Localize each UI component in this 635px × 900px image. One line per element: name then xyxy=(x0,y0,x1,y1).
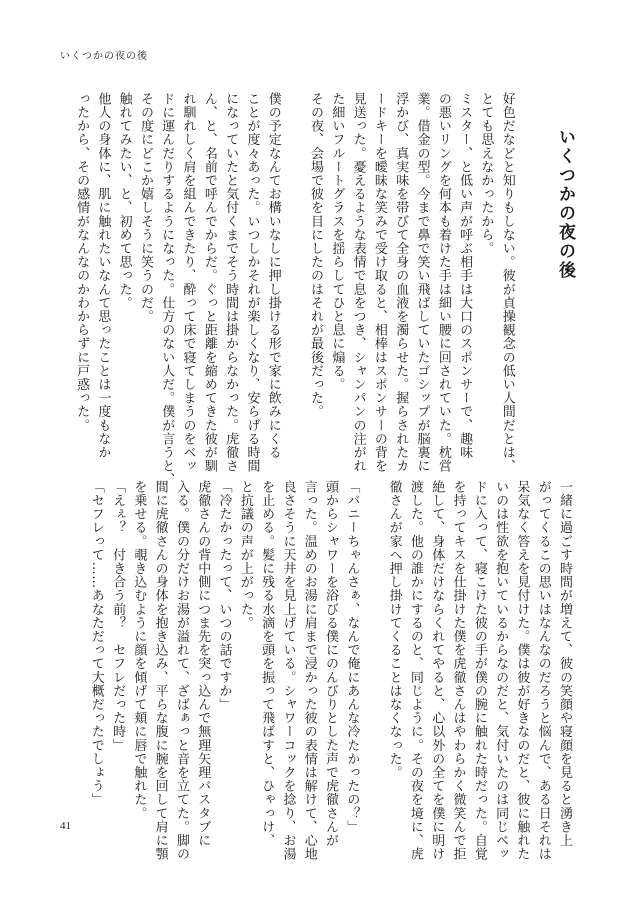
text-line: 虎徹さんの背中側につま先を突っ込んで無理矢理バスタブに xyxy=(195,480,211,848)
text-line: ードキーを曖昧な笑みで受け取ると、相棒はスポンサーの背を xyxy=(371,92,387,473)
text-line: ドに運んだりするようになった。仕方のない人だ。僕が言うと、 xyxy=(159,92,175,487)
text-line: その夜、会場で彼を目にしたのはそれが最後だった。 xyxy=(308,92,324,419)
text-line: いのは性欲を抱いているからなのだと、気付いたのは同じベッ xyxy=(493,480,509,861)
text-line: になっていたと気付くまでそう時間は掛からなかった。虎徹さ xyxy=(223,92,239,473)
page-number: 41 xyxy=(60,820,71,832)
text-line: 言った。温めのお湯に肩まで浸かった彼の表情は解けて、心地 xyxy=(301,480,317,861)
text-line: 入る。僕の分だけお湯が溢れて、ざばぁっと音を立てた。脚の xyxy=(173,480,189,861)
text-line: ことが度々あった。いつしかそれが楽しくなり、安らげる時間 xyxy=(244,92,260,473)
text-line: ミスター、と低い声が呼ぶ相手は大口のスポンサーで、趣味 xyxy=(457,92,473,460)
text-line: 良さそうに天井を見上げている。シャワーコックを捻り、お湯 xyxy=(280,480,296,861)
text-line: 僕の予定なんてお構いなしに押し掛ける形で家に飲みにくる xyxy=(265,92,281,460)
text-line: れ馴れしく肩を組んできたり、酔って床で寝てしまうのをベッ xyxy=(180,92,196,473)
text-line: 一緒に過ごす時間が増えて、彼の笑顔や寝顔を見ると湧き上 xyxy=(557,480,572,848)
text-line: 浮かび、真実味を帯びて全身の血液を濁らせた。握らされたカ xyxy=(393,92,409,473)
chapter-title: いくつかの夜の後 xyxy=(555,128,575,280)
text-line: 渡した。他の誰かにするのと、同じように。その夜を境に、虎 xyxy=(407,480,423,861)
text-line: 触れてみたい、と、初めて思った。 xyxy=(116,92,132,310)
text-line: がってくるこの思いはなんなのだろうと悩んで、ある日それは xyxy=(535,480,551,861)
text-line: た細いフルートグラスを揺らしてひと息に煽る。 xyxy=(329,92,345,392)
lower-text-block xyxy=(60,480,575,860)
text-line: の悪いリングを何本も着けた手は細い腰に回されていた。枕営 xyxy=(435,92,451,473)
text-line: 絶して、身体だけならくれてやると、心以外の全てを僕に明け xyxy=(429,480,445,861)
text-line: とても思えなかったから。 xyxy=(478,92,494,256)
text-line: 呆気なく答えを見付けた。僕は彼が好きなのだと、彼に触れた xyxy=(514,480,530,861)
text-line: 「バニーちゃんさぁ、なんで俺にあんな冷たかったの？」 xyxy=(344,480,360,834)
text-line: 好色だなどと知りもしない。彼が貞操観念の低い人間だとは、 xyxy=(499,92,515,473)
text-line: 見送った。憂えるような表情で息をつき、シャンパンの注がれ xyxy=(350,92,366,473)
upper-text-block xyxy=(74,92,575,487)
text-line: を持ってキスを仕掛けた僕を虎徹さんはやわらかく微笑んで拒 xyxy=(450,480,466,861)
text-line: ん、と、名前で呼んでからだ。ぐっと距離を縮めてきた彼が馴 xyxy=(201,92,217,473)
blank-line xyxy=(362,480,383,860)
text-line: を止める。髪に残る水滴を頭を振って飛ばすと、ひゃっけ、 xyxy=(259,480,275,848)
text-line: と抗議の声が上がった。 xyxy=(237,480,253,630)
text-line: その度にどこか嬉しそうに笑うのだ。 xyxy=(137,92,153,324)
text-line: 間に虎徹さんの身体を抱き込み、平らな腹に腕を回して肩に顎 xyxy=(152,480,168,861)
text-line: ドに入って、寝こけた彼の手が僕の腕に触れた時だった。自覚 xyxy=(471,480,487,861)
text-line: ったから、その感情がなんなのかわからずに戸惑った。 xyxy=(74,92,90,432)
text-line: 「冷たかったって、いつの話ですか」 xyxy=(216,480,232,712)
text-line: 「えぇ？ 付き合う前？ セフレだった時」 xyxy=(110,480,126,752)
text-line: を乗せる。覗き込むように顔を傾げて頬に唇で触れた。 xyxy=(131,480,147,820)
blank-line xyxy=(284,92,305,472)
text-line: 「セフレって……あなただって大概だったでしょう」 xyxy=(88,480,104,807)
text-line: 徹さんが家へ押し掛けてくることはなくなった。 xyxy=(386,480,402,780)
text-line: 他人の身体に、肌に触れたいなんて思ったことは一度もなか xyxy=(95,92,111,460)
running-header: いくつかの夜の後 xyxy=(60,51,148,62)
text-line: 頭からシャワーを浴びる僕にのんびりとした声で虎徹さんが xyxy=(323,480,339,848)
text-line: 業。借金の型。今まで鼻で笑い飛ばしていたゴシップが脳裏に xyxy=(414,92,430,473)
